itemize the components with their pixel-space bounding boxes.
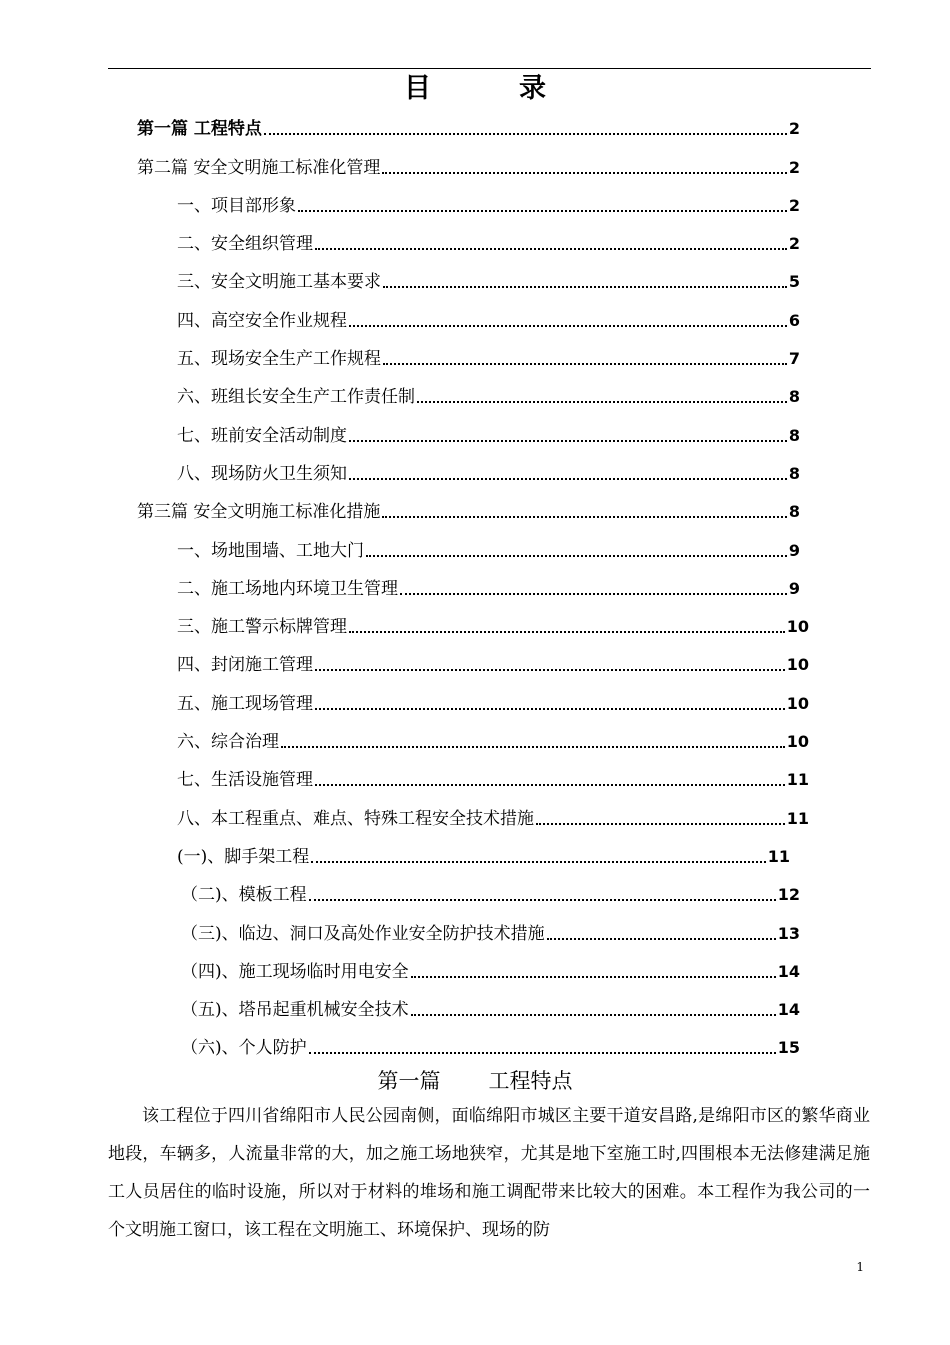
toc-leader-dots — [411, 976, 776, 978]
toc-entry-page: 2 — [788, 157, 800, 177]
toc-entry-label: (一)、脚手架工程 — [177, 846, 310, 867]
header-rule — [108, 68, 871, 69]
toc-leader-dots — [315, 708, 785, 710]
page-number: 1 — [856, 1260, 864, 1274]
toc-leader-dots — [309, 1052, 776, 1054]
toc-entry[interactable] — [0, 493, 950, 531]
toc-title-right: 录 — [519, 73, 546, 104]
toc-entry-page: 14 — [777, 961, 800, 981]
toc-entry-page: 9 — [788, 578, 800, 598]
toc-leader-dots — [315, 784, 785, 786]
toc-title — [0, 72, 950, 106]
toc-entry-label: 一、场地围墙、工地大门 — [177, 540, 364, 561]
toc-entry-label: 四、高空安全作业规程 — [177, 310, 347, 331]
toc-entry[interactable] — [0, 187, 950, 225]
toc-entry[interactable] — [0, 684, 950, 722]
toc-entry-page: 9 — [788, 540, 800, 560]
toc-entry-page: 13 — [777, 923, 800, 943]
toc-entry-label: 三、安全文明施工基本要求 — [177, 272, 381, 293]
toc-entry-label: 八、现场防火卫生须知 — [177, 463, 347, 484]
toc-entry[interactable] — [0, 838, 950, 876]
toc-entry-label: 二、施工场地内环境卫生管理 — [177, 578, 398, 599]
toc-entry-page: 11 — [767, 846, 790, 866]
toc-leader-dots — [411, 1014, 776, 1016]
toc-entry-page: 10 — [786, 732, 809, 752]
toc-entry-page: 10 — [786, 617, 809, 637]
toc-entry-label: 七、生活设施管理 — [177, 770, 313, 791]
toc-entry-label: 四、封闭施工管理 — [177, 655, 313, 676]
toc-leader-dots — [281, 746, 785, 748]
toc-entry-page: 6 — [788, 310, 800, 330]
body-text — [108, 1097, 870, 1249]
toc-leader-dots — [315, 669, 785, 671]
toc-entry-label: （五)、塔吊起重机械安全技术 — [181, 1000, 409, 1021]
toc-leader-dots — [309, 899, 776, 901]
toc-entry-page: 8 — [788, 387, 800, 407]
toc-entry[interactable] — [0, 110, 950, 148]
toc-entry-label: 五、施工现场管理 — [177, 693, 313, 714]
toc-entry-label: 第一篇 工程特点 — [137, 119, 262, 140]
toc-leader-dots — [382, 516, 786, 518]
toc-leader-dots — [298, 210, 787, 212]
toc-entry-label: 第三篇 安全文明施工标准化措施 — [137, 502, 381, 523]
toc-entry[interactable] — [0, 914, 950, 952]
toc-entry[interactable] — [0, 953, 950, 991]
toc-entry-label: 七、班前安全活动制度 — [177, 425, 347, 446]
toc-leader-dots — [383, 363, 787, 365]
toc-entry[interactable] — [0, 416, 950, 454]
toc-entry-page: 2 — [788, 234, 800, 254]
toc-entry-page: 15 — [777, 1038, 800, 1058]
toc-entry[interactable] — [0, 991, 950, 1029]
toc-entry-page: 11 — [786, 770, 809, 790]
toc-leader-dots — [315, 248, 787, 250]
toc-entry-label: 三、施工警示标牌管理 — [177, 617, 347, 638]
toc-entry-label: 五、现场安全生产工作规程 — [177, 349, 381, 370]
toc-entry-page: 8 — [788, 502, 800, 522]
toc-entry-label: （三)、临边、洞口及高处作业安全防护技术措施 — [181, 923, 545, 944]
toc-entry[interactable] — [0, 263, 950, 301]
toc-entry-label: 二、安全组织管理 — [177, 234, 313, 255]
toc-leader-dots — [349, 631, 785, 633]
toc-entry[interactable] — [0, 148, 950, 186]
toc-entry-label: （六)、个人防护 — [181, 1038, 307, 1059]
toc-entry-page: 12 — [777, 885, 800, 905]
toc-leader-dots — [264, 133, 787, 135]
toc-entry-page: 10 — [786, 655, 809, 675]
toc-leader-dots — [349, 440, 787, 442]
toc-entry[interactable] — [0, 1029, 950, 1067]
section-heading — [0, 1066, 950, 1096]
toc-entry-page: 14 — [777, 1000, 800, 1020]
toc-leader-dots — [382, 172, 786, 174]
toc-leader-dots — [536, 823, 785, 825]
toc-leader-dots — [366, 555, 787, 557]
toc-entry-label: 六、综合治理 — [177, 732, 279, 753]
toc-entry-label: 一、项目部形象 — [177, 195, 296, 216]
toc-entry-label: （二)、模板工程 — [181, 885, 307, 906]
toc-entry[interactable] — [0, 570, 950, 608]
toc-entry[interactable] — [0, 876, 950, 914]
toc-leader-dots — [383, 286, 787, 288]
toc-entry-page: 11 — [786, 808, 809, 828]
toc-entry[interactable] — [0, 531, 950, 569]
toc-entry-page: 10 — [786, 693, 809, 713]
toc-entry[interactable] — [0, 378, 950, 416]
toc-entry[interactable] — [0, 301, 950, 339]
section-part: 第一篇 — [377, 1069, 441, 1093]
toc-entry-page: 8 — [788, 463, 800, 483]
toc-entry-page: 2 — [788, 119, 800, 139]
body-paragraph: 该工程位于四川省绵阳市人民公园南侧，面临绵阳市城区主要干道安昌路,是绵阳市区的繁华商业地段，车辆多，人流量非常的大，加之施工场地狭窄，尤其是地下室施工时,四围根本无法修建满足施工人员居住的临时设施，所以对于材料的堆场和施工调配带来比较大的困难。本工程作为我公司的一个文明施工窗口，该工程在文明施工、环境保护、现场的防 — [108, 1106, 870, 1240]
toc-entry[interactable] — [0, 799, 950, 837]
toc-entry[interactable] — [0, 646, 950, 684]
toc-leader-dots — [349, 478, 787, 480]
toc-entry[interactable] — [0, 723, 950, 761]
toc-title-left: 目 — [404, 73, 431, 104]
toc-entry-label: 第二篇 安全文明施工标准化管理 — [137, 157, 381, 178]
toc-entry-page: 8 — [788, 425, 800, 445]
table-of-contents — [0, 110, 950, 1067]
toc-entry-label: 六、班组长安全生产工作责任制 — [177, 387, 415, 408]
toc-entry[interactable] — [0, 608, 950, 646]
toc-leader-dots — [349, 325, 787, 327]
toc-entry-page: 2 — [788, 195, 800, 215]
toc-entry-page: 5 — [788, 272, 800, 292]
toc-entry-label: 八、本工程重点、难点、特殊工程安全技术措施 — [177, 808, 534, 829]
toc-entry-page: 7 — [788, 349, 800, 369]
toc-entry[interactable] — [0, 455, 950, 493]
toc-leader-dots — [311, 861, 765, 863]
toc-entry[interactable] — [0, 225, 950, 263]
toc-entry[interactable] — [0, 761, 950, 799]
toc-entry[interactable] — [0, 340, 950, 378]
toc-leader-dots — [417, 401, 787, 403]
toc-entry-label: （四)、施工现场临时用电安全 — [181, 961, 409, 982]
toc-leader-dots — [400, 593, 787, 595]
section-name: 工程特点 — [488, 1069, 573, 1093]
toc-leader-dots — [547, 938, 776, 940]
